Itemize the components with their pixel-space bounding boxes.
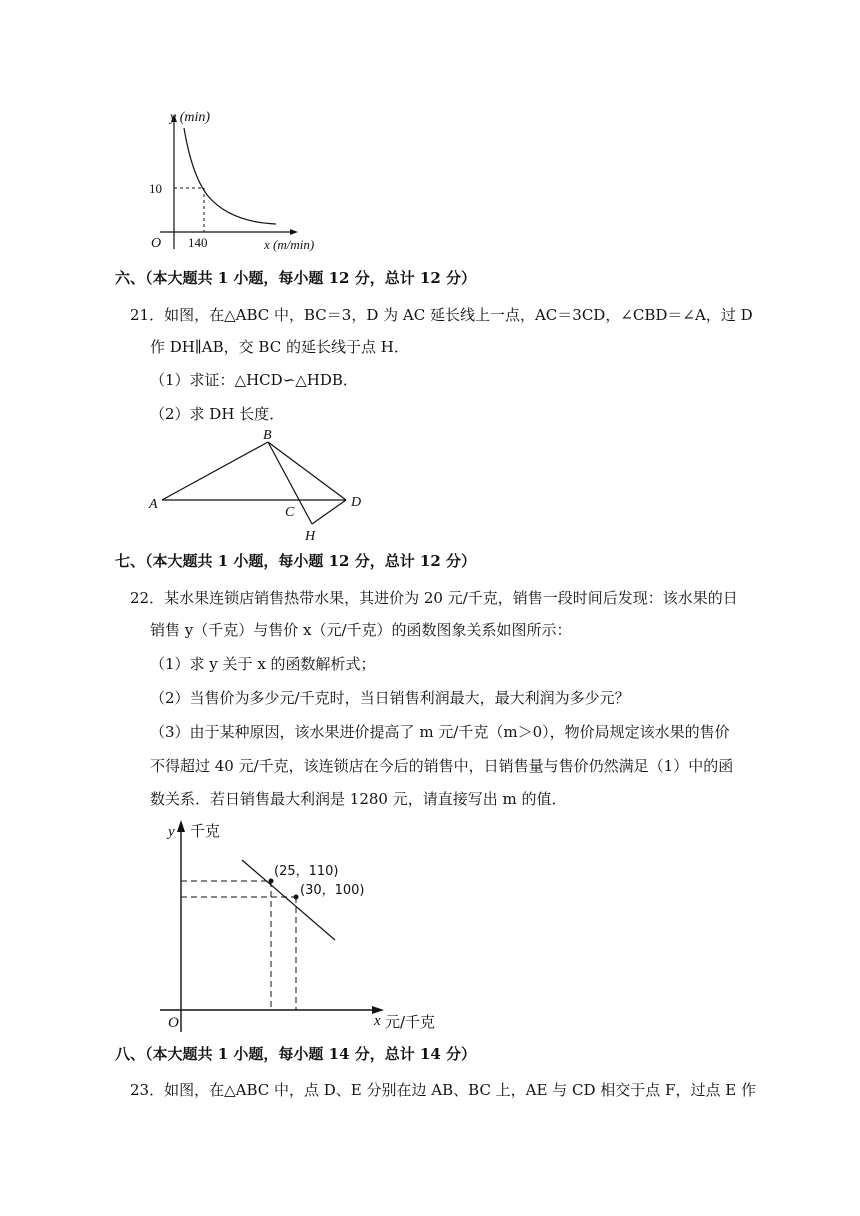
- label-C: C: [285, 505, 295, 520]
- q22-line-2: 销售 y（千克）与售价 x（元/千克）的函数图象关系如图所示：: [150, 621, 572, 639]
- y-var-label: y: [168, 824, 175, 840]
- section-8-heading: 八、（本大题共 1 小题，每小题 14 分，总计 14 分）: [115, 1045, 477, 1063]
- point-30-100: [294, 895, 299, 900]
- q22-part-3-line-1: （3）由于某种原因，该水果进价提高了 m 元/千克（m＞0），物价局规定该水果的售价: [150, 723, 730, 741]
- q22-part-3-line-3: 数关系．若日销售最大利润是 1280 元，请直接写出 m 的值．: [150, 790, 567, 808]
- inverse-curve: [184, 128, 276, 224]
- label-A: A: [149, 497, 158, 512]
- x-tick-label: 140: [188, 235, 208, 250]
- label-H: H: [305, 529, 316, 544]
- origin-label: O: [151, 236, 162, 251]
- label-D: D: [351, 495, 362, 510]
- point-2-label: (30，100): [300, 883, 365, 898]
- q22-part-3-line-2: 不得超过 40 元/千克，该连锁店在今后的销售中，日销售量与售价仍然满足（1）中的函: [150, 757, 734, 775]
- q22-part-1: （1）求 y 关于 x 的函数解析式；: [150, 655, 376, 673]
- segment-AB: [162, 442, 268, 500]
- y-axis-arrow: [177, 820, 185, 832]
- q21-line-2: 作 DH∥AB，交 BC 的延长线于点 H．: [150, 338, 409, 356]
- triangle-figure: [140, 426, 380, 544]
- x-var-label: x: [374, 1013, 381, 1029]
- inverse-function-graph: [140, 104, 340, 254]
- q21-part-2: （2）求 DH 长度．: [150, 405, 285, 423]
- x-axis-label: x (m/min): [264, 237, 315, 252]
- q23-line-1: 23．如图，在△ABC 中，点 D、E 分别在边 AB、BC 上，AE 与 CD 相交于点 F，过点 E 作: [130, 1081, 756, 1099]
- section-6-heading: 六、（本大题共 1 小题，每小题 12 分，总计 12 分）: [115, 269, 477, 287]
- y-unit-label: 千克: [190, 822, 221, 840]
- segment-BD: [268, 442, 346, 500]
- q22-part-2: （2）当售价为多少元/千克时，当日销售利润最大，最大利润为多少元？: [150, 689, 630, 707]
- x-unit-label: 元/千克: [385, 1013, 436, 1031]
- point-25-110: [269, 879, 274, 884]
- section-7-heading: 七、（本大题共 1 小题，每小题 12 分，总计 12 分）: [115, 552, 477, 570]
- y-tick-label: 10: [149, 181, 162, 196]
- q21-part-1: （1）求证：△HCD∽△HDB．: [150, 371, 358, 389]
- point-1-label: (25，110): [274, 864, 339, 879]
- label-B: B: [263, 428, 272, 443]
- y-axis-label: y (min): [170, 110, 211, 125]
- linear-sales-graph: [160, 814, 460, 1036]
- segment-DH: [312, 500, 346, 524]
- q22-line-1: 22．某水果连锁店销售热带水果，其进价为 20 元/千克，销售一段时间后发现：该水果的日: [130, 589, 738, 607]
- q21-line-1: 21．如图，在△ABC 中，BC＝3，D 为 AC 延长线上一点，AC＝3CD，∠CBD＝∠A，过 D: [130, 306, 753, 324]
- x-axis-arrow: [290, 229, 298, 235]
- origin-label: O: [168, 1015, 179, 1031]
